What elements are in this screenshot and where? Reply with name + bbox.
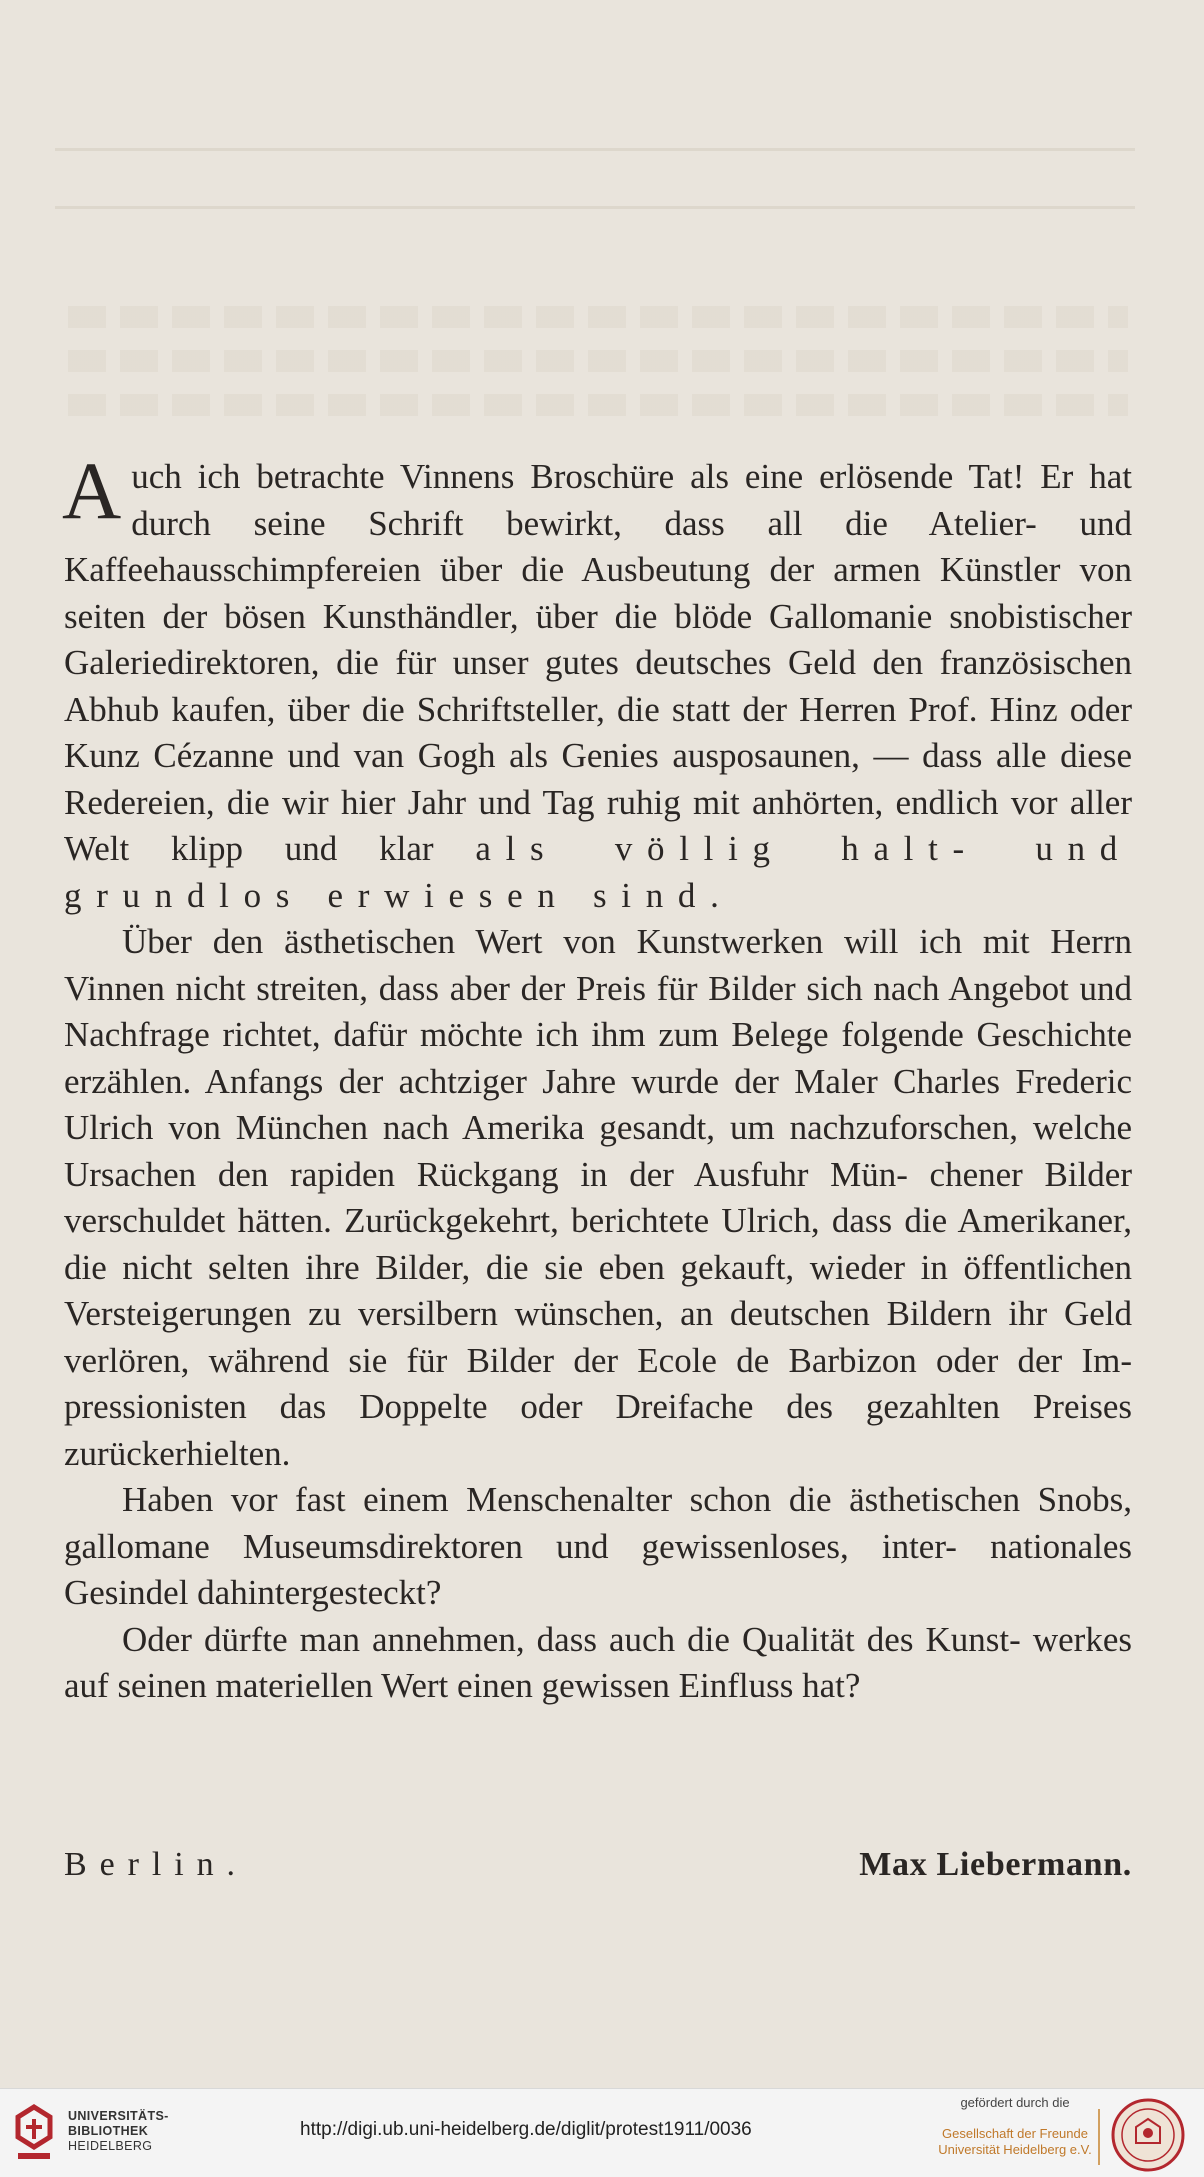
- bleed-through-rule: [55, 206, 1135, 209]
- sponsor-label: gefördert durch die: [960, 2095, 1070, 2110]
- paragraph-2: Über den ästhetischen Wert von Kunstwerken will ich mit Herrn Vinnen nicht streiten, dass aber der Preis für Bilder sich nach Angebot und Nachfrage richtet, dafür möchte ich ihm zum Belege folgende Geschichte erzählen. Anfangs der achtziger Jahre wurde der Maler Charles Frederic Ulrich von München nach Amerika gesandt, um nachzuforschen, welche Ursachen den rapiden Rückgang in der Ausfuhr Mün- chener Bilder verschuldet hätten. Zurückgekehrt, berichtete Ulrich, dass die Amerikaner, die nicht selten ihre Bilder, die sie eben gekauft, wieder in öffentlichen Versteigerungen zu versilbern wünschen, an deutschen Bildern ihr Geld verlören, während sie für Bilder der Ecole de Barbizon oder der Im- pressionisten das Doppelte oder Dreifache des gezahlten Preises zurückerhielten.: [64, 922, 1132, 1473]
- emphasized-text: als völlig halt- und grundlos erwiesen sind: [64, 829, 1133, 915]
- sponsor-org: [935, 2126, 1095, 2158]
- paragraph-3: Haben vor fast einem Menschenalter schon die ästhetischen Snobs, gallomane Museumsdirektoren und gewissenloses, inter- nationales Gesindel dahintergesteckt?: [64, 1480, 1132, 1612]
- sponsor-block: [935, 2095, 1095, 2158]
- bleed-through-text: [68, 394, 1128, 416]
- paragraph-text: uch ich betrachte Vinnens Broschüre als eine erlösende Tat! Er hat durch seine Schrift bewirkt, dass all die Atelier- und Kaffeehausschimpfereien über die Ausbeutung der armen Künstler von seiten der bösen Kunsthändler, über die blöde Gallomanie snobistischer Galeriedirektoren, die für unser gutes deutsches Geld den französischen Abhub kaufen, über die Schriftsteller, die statt der Herren Prof. Hinz oder Kunz Cézanne und van Gogh als Genies ausposaunen, — dass alle diese Redereien, die wir hier Jahr und Tag ruhig mit anhörten, endlich vor aller Welt klipp und klar: [64, 457, 1132, 868]
- footer-bar: [0, 2088, 1204, 2177]
- library-name-line: HEIDELBERG: [68, 2139, 153, 2153]
- letter-body: [62, 445, 1133, 1710]
- sponsor-org-line: Gesellschaft der Freunde: [942, 2126, 1088, 2141]
- paragraph-4: Oder dürfte man annehmen, dass auch die Qualität des Kunst- werkes auf seinen materiellen Wert einen gewissen Einfluss hat?: [64, 1619, 1132, 1705]
- signature-row: [64, 1846, 1132, 1892]
- drop-cap: A: [62, 445, 122, 536]
- library-name-line: UNIVERSITÄTS-: [68, 2109, 169, 2123]
- sponsor-org-line: Universität Heidelberg e.V.: [938, 2142, 1092, 2157]
- author-signature: Max Liebermann.: [859, 1846, 1132, 1883]
- bleed-through-text: [68, 350, 1128, 372]
- library-name: [68, 2109, 169, 2154]
- bleed-through-rule: [55, 148, 1135, 151]
- university-seal-icon: [1110, 2097, 1186, 2173]
- library-name-line: BIBLIOTHEK: [68, 2124, 149, 2138]
- permalink[interactable]: http://digi.ub.uni-heidelberg.de/diglit/protest1911/0036: [300, 2119, 752, 2140]
- paragraph-1: [62, 445, 1133, 919]
- sponsor-divider: [1098, 2109, 1100, 2165]
- place-line: Berlin.: [64, 1846, 248, 1883]
- university-library-logo-icon: [12, 2103, 56, 2165]
- bleed-through-text: [68, 306, 1128, 328]
- paragraph-tail: .: [710, 875, 719, 915]
